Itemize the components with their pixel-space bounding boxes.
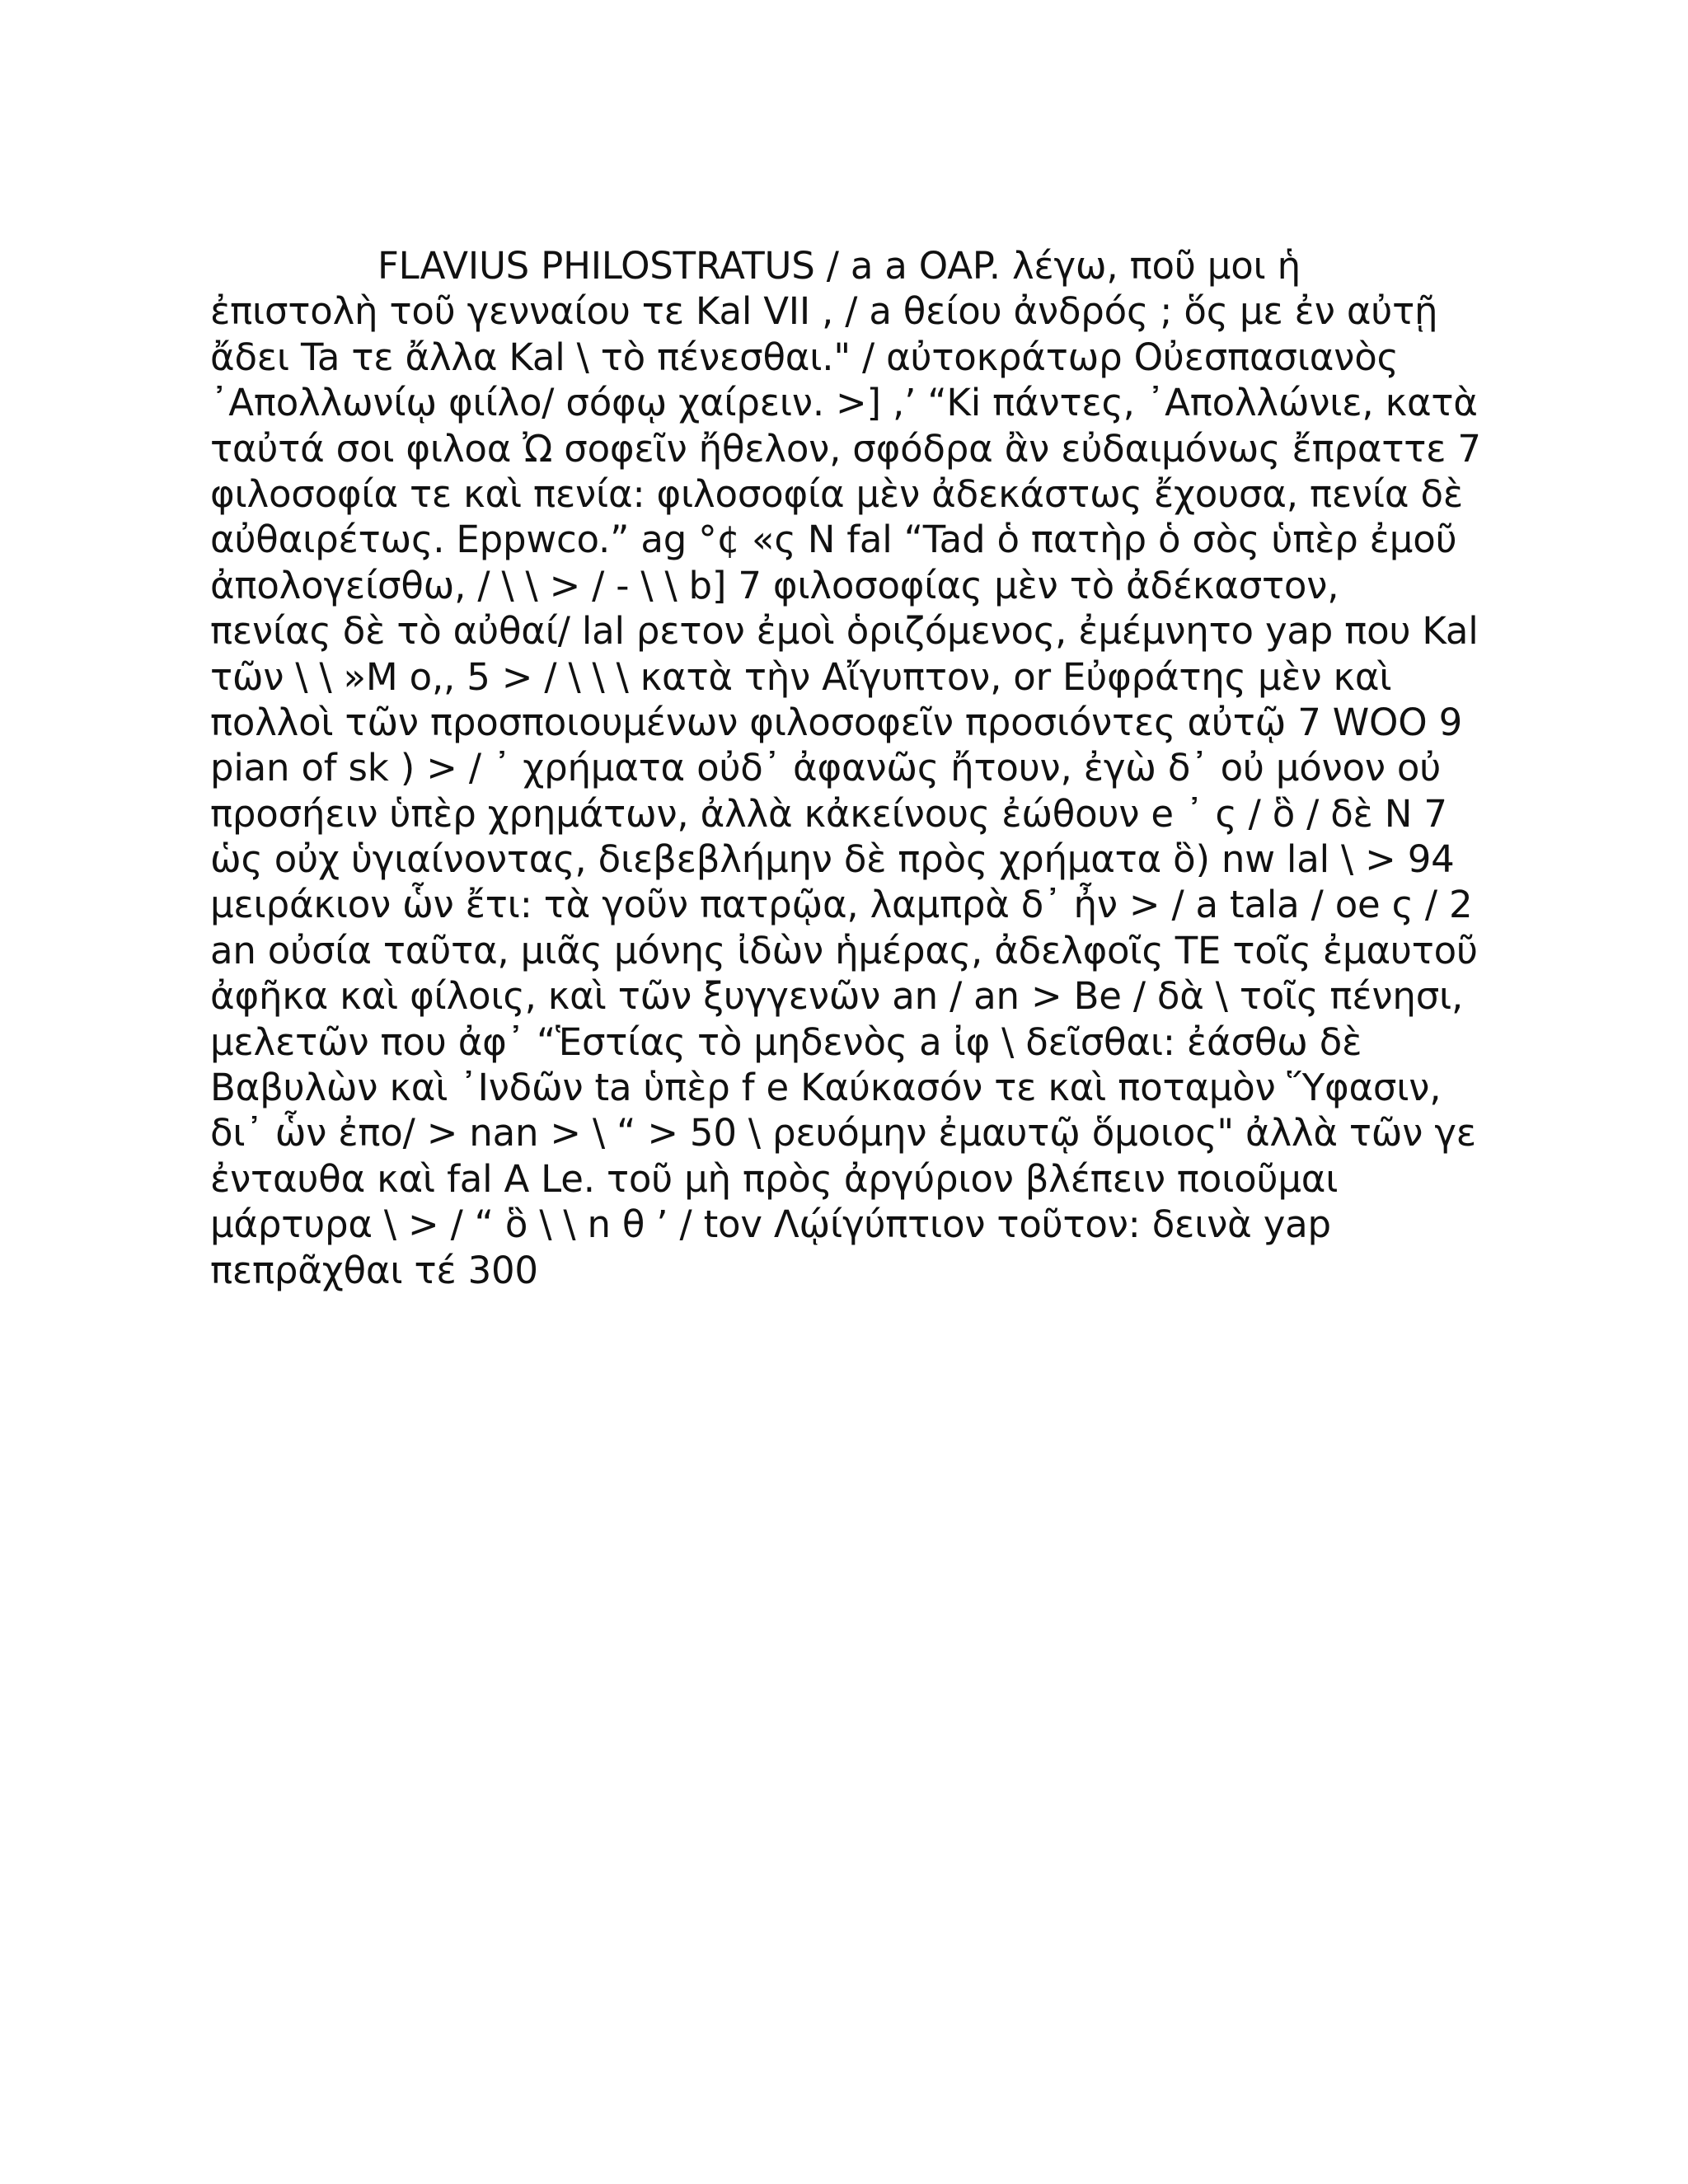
text-line-1: FLAVIUS PHILOSTRATUS / a a OAP. λέγω, ποῦ μοι ἡ (377, 244, 1301, 288)
text-line-4: ᾿Απολλωνίῳ φιίλο/ σόφῳ χαίρειν. >] ,’ “Ki πάντες, ᾿Απολλώνιε, κατὰ (210, 381, 1478, 425)
text-line-6: φιλοσοφία τε καὶ πενία: φιλοσοφία μὲν ἀδεκάστως ἔχουσα, πενία δὲ (210, 471, 1463, 516)
text-line-11: πολλοὶ τῶν προσποιουμένων φιλοσοφεῖν προσιόντες αὐτῷ 7 WOO 9 (210, 700, 1463, 744)
text-line-16: an οὐσία ταῦτα, μιᾶς μόνης ἰδὼν ἡμέρας, ἀδελφοῖς TE τοῖς ἐμαυτοῦ (210, 928, 1478, 972)
text-line-21: ἐνταυθα καὶ fal A Le. τοῦ μὴ πρὸς ἀργύριον βλέπειν ποιοῦμαι (210, 1156, 1339, 1201)
text-line-2: ἐπιστολὴ τοῦ γενναίου τε Kal VII , / a θείου ἀνδρός ; ὅς με ἐν αὐτῇ (210, 289, 1438, 334)
text-line-14: ὡς οὐχ ὑγιαίνοντας, διεβεβλήμην δὲ πρὸς χρήματα ὃ) nw lal \ > 94 (210, 837, 1455, 882)
text-line-9: πενίας δὲ τὸ αὐθαί/ lal ρετον ἐμοὶ ὁριζόμενος, ἐμέμνητο yap που Kal (210, 609, 1479, 654)
text-line-8: ἀπολογείσθω, / \ \ > / - \ \ b] 7 φιλοσοφίας μὲν τὸ ἀδέκαστον, (210, 563, 1339, 607)
text-line-7: αὐθαιρέτως. Eppwco.” ag °¢ «ς N fal “Tad ὁ πατὴρ ὁ σὸς ὑπὲρ ἐμοῦ (210, 518, 1457, 562)
text-line-19: Βαβυλὼν καὶ ᾿Ινδῶν ta ὑπὲρ f e Καύκασόν τε καὶ ποταμὸν Ὕφασιν, (210, 1066, 1442, 1110)
text-line-20: δι᾽ ὧν ἐπο/ > nan > \ “ > 50 \ ρευόμην ἐμαυτῷ ὅμοιος" ἀλλὰ τῶν γε (210, 1111, 1476, 1155)
text-line-10: τῶν \ \ »M o,, 5 > / \ \ \ κατὰ τὴν Αἴγυπτον, or Εὐφράτης μὲν καὶ (210, 654, 1392, 699)
text-line-18: μελετῶν που ἀφ᾽ “Ἑστίας τὸ μηδενὸς a ἰφ \ δεῖσθαι: ἐάσθω δὲ (210, 1019, 1362, 1064)
text-line-17: ἀφῆκα καὶ φίλοις, καὶ τῶν ξυγγενῶν an / an > Be / δὰ \ τοῖς πένησι, (210, 974, 1464, 1019)
text-line-3: ἄδει Ta τε ἄλλα Kal \ τὸ πένεσθαι." / αὐτοκράτωρ Οὐεσπασιανὸς (210, 335, 1399, 379)
text-line-22: μάρτυρα \ > / “ ὃ \ \ n θ ’ / tov Λῴίγύπτιον τοῦτον: δεινὰ yap (210, 1202, 1331, 1247)
text-line-13: προσήειν ὑπὲρ χρημάτων, ἀλλὰ κἀκείνους ἐώθουν e ᾿ ς / ὃ / δὲ N 7 (210, 791, 1447, 836)
body-text (210, 243, 1496, 1293)
text-line-12: pian of sk ) > / ᾿ χρήματα οὐδ᾽ ἀφανῶς ἤτουν, ἐγὼ δ᾽ οὐ μόνον οὐ (210, 746, 1442, 790)
text-line-23: πεπρᾶχθαι τέ 300 (210, 1248, 538, 1292)
text-line-5: ταὐτά σοι φιλοα Ὠ σοφεῖν ἤθελον, σφόδρα ἂν εὐδαιμόνως ἔπραττε 7 (210, 426, 1481, 471)
text-line-15: μειράκιον ὧν ἔτι: τὰ γοῦν πατρῷα, λαμπρὰ δ᾽ ἦν > / a tala / oe ς / 2 (210, 883, 1473, 927)
